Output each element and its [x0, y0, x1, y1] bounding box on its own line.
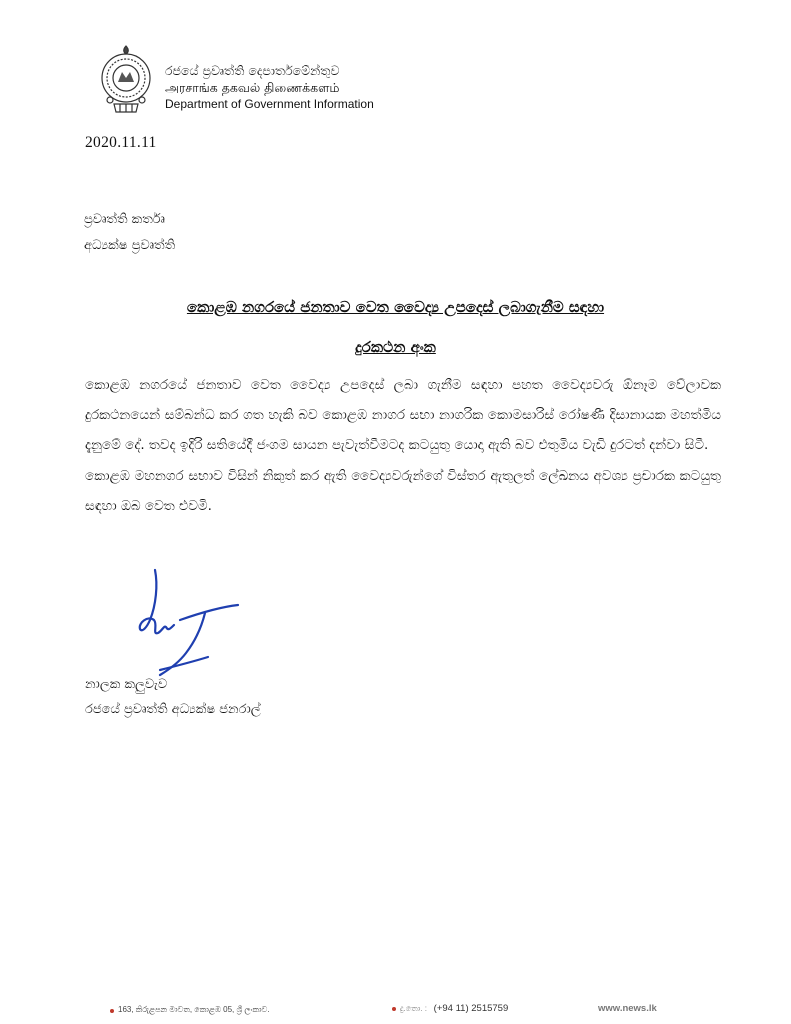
signer-name: නාලක කලුවැව [85, 677, 168, 692]
letter-date: 2020.11.11 [85, 134, 157, 151]
body-paragraph: කොළඹ නගරයේ ජනතාව වෙත වෛද්‍ය උපදෙස් ලබා ගැනීම සඳහා පහත වෛද්‍යවරු ඕනෑම වේලාවක දුරකථනයෙන් සම්බන්ධ කර ගත හැකි බව කොළඹ නාගර සභා නාගරික කොමසාරිස් රෝෂණී දිසානායක මහත්මිය දැනුමේ දේ. තවද ඉදිරි සතියේදී ජංගම සායන පැවැත්වීමටද කටයුතු යොදා ඇති බව එතුමිය වැඩි දුරටත් දන්වා සිටී. [85, 377, 721, 454]
state-emblem-icon [96, 42, 156, 118]
phone-bullet-icon [392, 1007, 396, 1011]
recipient-line: ප්‍රවෘත්ති කර්තෘ [84, 212, 165, 227]
department-name-tamil: அரசாங்க தகவல் திணைக்களம் [165, 80, 340, 95]
subject-heading-line1: කොළඹ නගරයේ ජනතාව වෙත වෛද්‍ය උපදෙස් ලබාගැනීම සඳහා [186, 298, 605, 316]
letter-footer [0, 995, 791, 1024]
signature-block [85, 672, 261, 722]
letter-body [85, 370, 721, 521]
body-paragraph: කොළඹ මහනගර සභාව විසින් නිකුත් කර ඇති වෛද්‍යවරුන්ගේ විස්තර ඇතුලත් ලේඛනය අවශ්‍ය ප්‍රචාරක කටයුතු සඳහා ඔබ වෙත එවමි. [85, 467, 721, 514]
footer-website: www.news.lk [598, 1003, 657, 1014]
recipient-line: අධ්‍යක්ෂ ප්‍රවෘත්ති [84, 238, 176, 253]
footer-phone [400, 1003, 508, 1014]
department-name [165, 62, 374, 113]
footer-address: 163, කිරුළපන මාවත, කොළඹ 05, ශ්‍රී ලංකාව. [118, 1005, 270, 1014]
address-bullet-icon [110, 1009, 114, 1013]
footer-phone-label: දු.තො. : [400, 1004, 428, 1013]
signer-title: රජයේ ප්‍රවෘත්ති අධ්‍යක්ෂ ජනරාල් [85, 702, 261, 717]
recipients [84, 207, 175, 259]
subject-heading-line2: දුරකථන අංක [355, 338, 436, 356]
footer-phone-number: (+94 11) 2515759 [433, 1003, 509, 1014]
department-name-sinhala: රජයේ ප්‍රවෘත්ති දෙපාර්තමේන්තුව [165, 63, 340, 78]
department-name-english: Department of Government Information [165, 97, 374, 111]
